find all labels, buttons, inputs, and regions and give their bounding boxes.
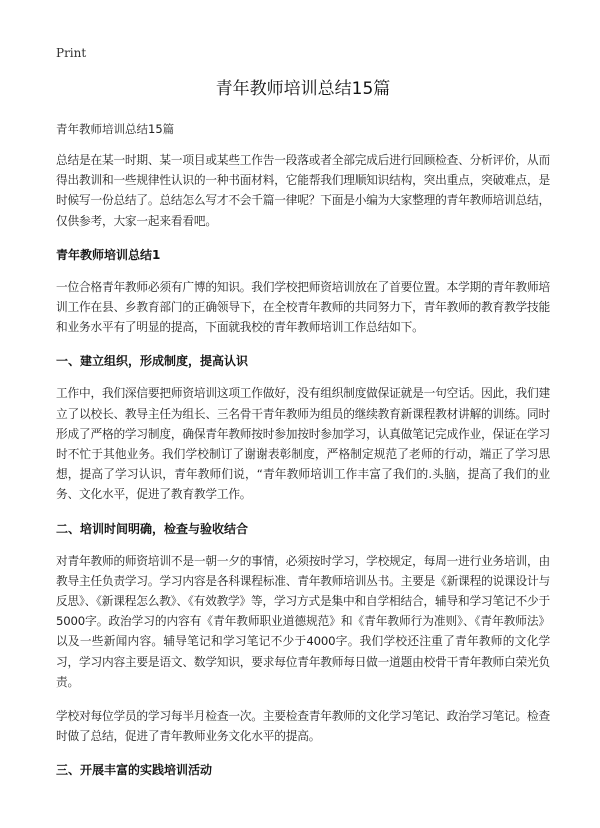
article-body: [56, 120, 550, 792]
section-paragraph: 一位合格青年教师必须有广博的知识。我们学校把师资培训放在了首要位置。本学期的青年教师培训工作在县、乡教育部门的正确领导下，在全校青年教师的共同努力下，青年教师的教育教学技能和业务水平有了明显的提高，下面就我校的青年教师培训工作总结如下。: [56, 279, 550, 335]
article-subtitle: 青年教师培训总结15篇: [56, 122, 175, 136]
section-paragraph: 工作中，我们深信要把师资培训这项工作做好，没有组织制度做保证就是一句空话。因此，我们建立了以校长、教导主任为组长、三名骨干青年教师为组员的继续教育新课程教材讲解的训练。同时形成了严格的学习制度，确保青年教师按时参加按时参加学习，认真做笔记完成作业，保证在学习时不忙于其他业务。我们学校制订了谢谢表彰制度，严格制定规范了老师的行动，端正了学习思想，提高了学习认识，青年教师们说，“青年教师培训工作丰富了我们的.头脑，提高了我们的业务、文化水平，促进了教育教学工作。: [56, 386, 550, 502]
page-title: 青年教师培训总结15篇: [215, 79, 391, 99]
section-heading: 三、开展丰富的实践培训活动: [56, 763, 213, 778]
section-heading: 青年教师培训总结1: [56, 247, 161, 262]
print-link[interactable]: Print: [56, 46, 87, 60]
section-paragraph: 对青年教师的师资培训不是一朝一夕的事情，必须按时学习，学校规定，每周一进行业务培训，由教导主任负责学习。学习内容是各科课程标准、青年教师培训丛书。主要是《新课程的说课设计与反思》、《新课程怎么教》、《有效教学》等，学习方式是集中和自学相结合，辅导和学习笔记不少于5000字。政治学习的内容有《青年教师职业道德规范》和《青年教师行为准则》、《青年教师法》以及一些新闻内容。辅导笔记和学习笔记不少于4000字。我们学校还注重了青年教师的文化学习，学习内容主要是语文、数学知识，要求每位青年教师每日做一道题由校骨干青年教师白荣光负责。: [56, 553, 550, 689]
intro-paragraph: 总结是在某一时期、某一项目或某些工作告一段落或者全部完成后进行回顾检查、分析评价，从而得出教训和一些规律性认识的一种书面材料，它能帮我们理顺知识结构，突出重点，突破难点，是时候写一份总结了。总结怎么写才不会千篇一律呢？下面是小编为大家整理的青年教师培训总结，仅供参考，大家一起来看看吧。: [56, 153, 550, 228]
section-heading: 一、建立组织，形成制度，提高认识: [56, 354, 249, 369]
section-heading: 二、培训时间明确，检查与验收结合: [56, 521, 249, 536]
section-paragraph: 学校对每位学员的学习每半月检查一次。主要检查青年教师的文化学习笔记、政治学习笔记。检查时做了总结，促进了青年教师业务文化水平的提高。: [56, 709, 550, 744]
